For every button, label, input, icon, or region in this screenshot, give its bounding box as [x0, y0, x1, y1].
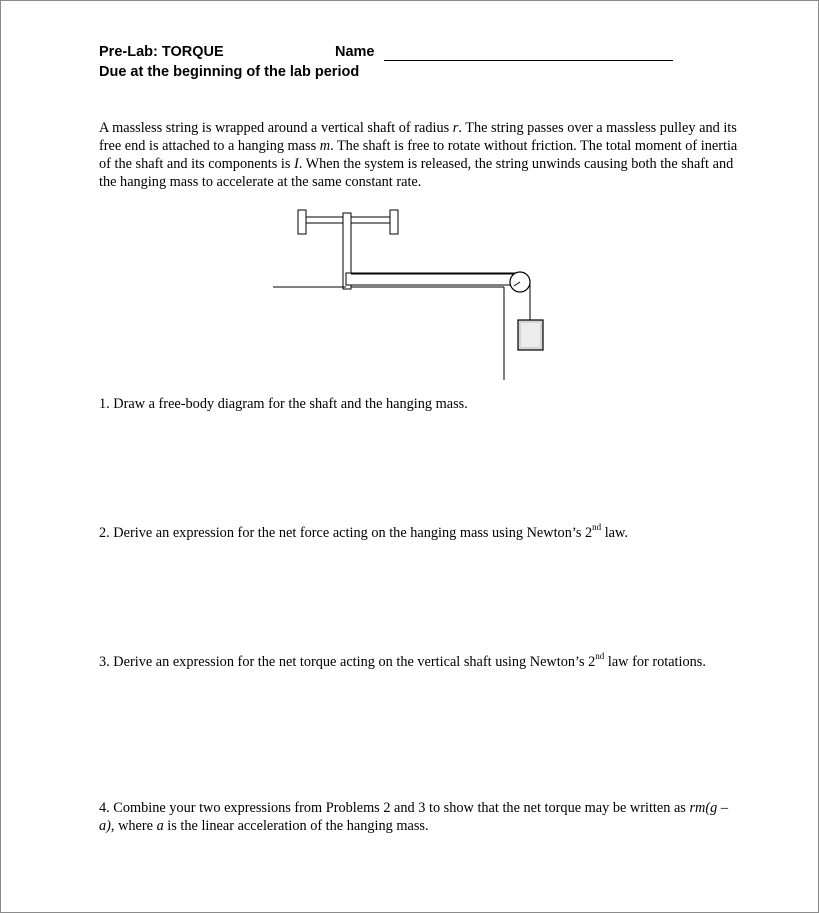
intro-text-1: A massless string is wrapped around a vertical shaft of radius — [99, 120, 453, 136]
var-a: a — [156, 818, 164, 834]
hanging-mass-highlight — [521, 323, 540, 347]
left-end-weight — [298, 210, 306, 234]
var-m: m — [319, 138, 331, 154]
apparatus-diagram — [270, 207, 550, 383]
question-3-sup: nd — [595, 651, 605, 662]
question-4-text: 4. Combine your two expressions from Problems 2 and 3 to show that the net torque may be written as — [99, 800, 690, 816]
question-3-text: 3. Derive an expression for the net torque acting on the vertical shaft using Newton’s 2 — [99, 654, 596, 670]
var-I: I — [293, 156, 299, 172]
intro-text-2: . The string passes over a massless pulley and its free end is attached to a hanging mass — [99, 120, 737, 154]
question-2 — [99, 524, 739, 542]
name-field-line[interactable] — [384, 60, 673, 61]
intro-text-3: . The shaft is free to rotate without friction. The total moment of inertia of the shaft and its components is — [99, 138, 738, 172]
page-title: Pre-Lab: TORQUE — [99, 44, 224, 60]
intro-text-4: . When the system is released, the string unwinds causing both the shaft and the hanging mass to accelerate at the same constant rate. — [99, 156, 734, 190]
question-3 — [99, 653, 739, 671]
question-2-sup: nd — [592, 522, 602, 533]
due-note: Due at the beginning of the lab period — [99, 64, 360, 80]
question-4-text-mid: , where — [110, 818, 157, 834]
name-label: Name — [335, 44, 375, 60]
question-2-text-end: law. — [601, 525, 628, 541]
horizontal-arm — [346, 273, 515, 285]
var-r: r — [452, 120, 459, 136]
right-end-weight — [390, 210, 398, 234]
question-4 — [99, 799, 739, 835]
question-1: 1. Draw a free-body diagram for the shaft and the hanging mass. — [99, 396, 468, 412]
question-3-text-end: law for rotations. — [604, 654, 706, 670]
intro-paragraph — [99, 119, 739, 191]
torque-expression: rm(g – a) — [99, 800, 728, 834]
question-4-text-end: is the linear acceleration of the hanging mass. — [163, 818, 429, 834]
question-2-text: 2. Derive an expression for the net force acting on the hanging mass using Newton’s 2 — [99, 525, 593, 541]
